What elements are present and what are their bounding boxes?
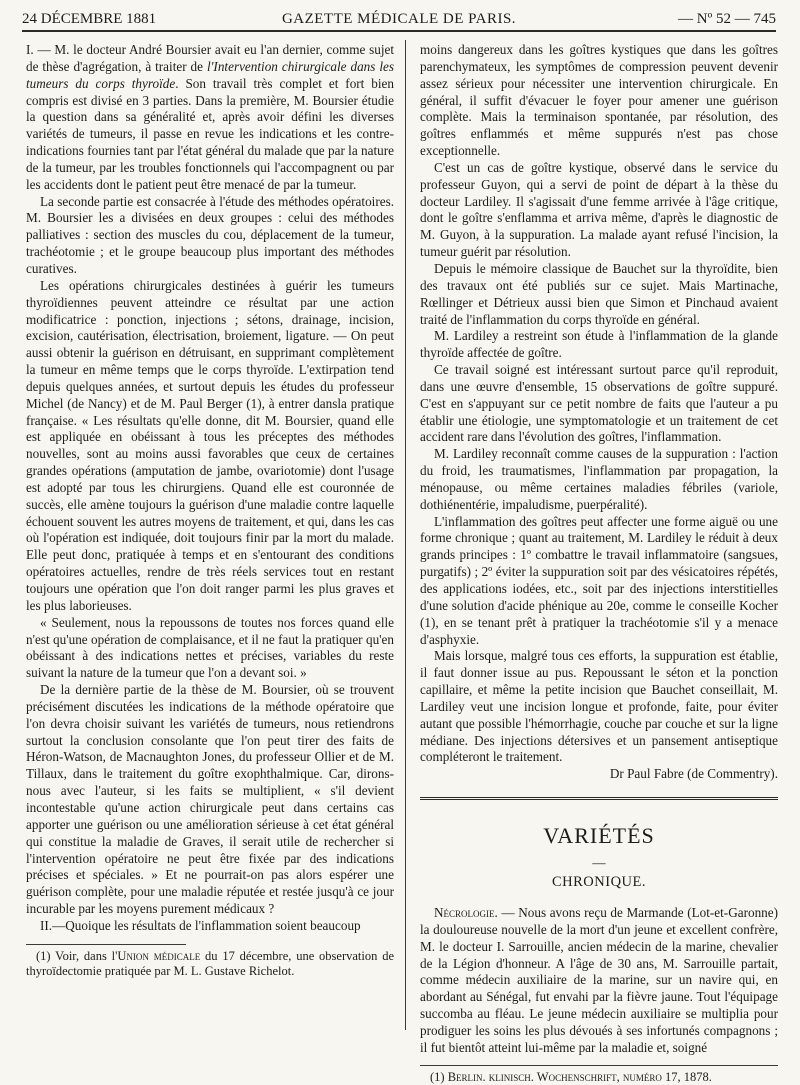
journal-title: GAZETTE MÉDICALE DE PARIS. xyxy=(281,11,517,27)
text-run: I. — M. le docteur André Boursier avait eu l'an dernier, comme sujet de thèse d'agrégation, à traiter de xyxy=(26,42,394,74)
text-run: . Son travail très complet et fort bien compris est divisé en 3 parties. Dans la première, M. Boursier étudie la question dans sa généralité et, après avoir défini les diverses variétés de tumeurs, il passe en revue les indications et les contre-indications fournies tant par l'état général du malade que par la nature de la tumeur, par les troubles fonctionnels qui l'accompagnent ou par les accidents dont le patient peut être menacé de par la tumeur. xyxy=(26,75,394,192)
paragraph: II.—Quoique les résultats de l'inflammation soient beaucoup xyxy=(40,917,361,933)
text-run: (1) Voir, dans l' xyxy=(36,948,118,963)
paragraph: M. Lardiley a restreint son étude à l'inflammation de la glande thyroïde affectée de goître. xyxy=(420,328,778,361)
footnote-rule xyxy=(420,1065,778,1066)
paragraph: moins dangereux dans les goîtres kystiques que dans les goîtres parenchymateux, les symptômes de compression peuvent devenir assez sérieux pour nécessiter une intervention chirurgicale. En général, il suffit d'évacuer le foyer pour amener une guérison complète. Mais la terminaison spontanée, par résolution, des goîtres enflammés et même suppurés n'est pas chose exceptionnelle. xyxy=(420,42,778,159)
footnote: (1) Berlin. klinisch. Wochenschrift, numéro 17, 1878. xyxy=(430,1069,712,1084)
paragraph: L'inflammation des goîtres peut affecter une forme aiguë ou une forme chronique ; quant au traitement, M. Lardiley le réduit à deux grands principes : 1º combattre le travail inflammatoire (sangsues, purgatifs) ; 2º éviter la suppuration soit par des vésicatoires répétés, des applications iodées, etc., soit par des injections interstitielles d'une solution d'acide phénique au 20e, comme le conseille Kocher (1), en se tenant prêt à pratiquer la trachéotomie s'il y a menace d'asphyxie. xyxy=(420,513,778,647)
left-column xyxy=(26,42,394,979)
footnote xyxy=(26,949,394,979)
column-divider xyxy=(405,40,406,1030)
right-column xyxy=(420,42,778,1085)
header-date: 24 DÉCEMBRE 1881 xyxy=(22,11,157,27)
paragraph xyxy=(26,42,394,194)
section-subtitle: CHRONIQUE. xyxy=(551,874,646,891)
issue-page-number: — Nº 52 — 745 xyxy=(678,11,776,27)
section-separator xyxy=(420,797,778,800)
paragraph: M. Lardiley reconnaît comme causes de la suppuration : l'action du froid, les traumatismes, l'inflammation par propagation, la ménopause, ou même certaines maladies fébriles (variole, dothiénentérie, impaludisme, puerpéralité). xyxy=(420,446,778,512)
section-dash: — xyxy=(592,855,606,871)
paragraph: C'est un cas de goître kystique, observé dans le service du professeur Guyon, qui a servi de point de départ à la thèse du docteur Lardiley. Il s'agissait d'une femme arrivée à l'âge critique, dont le goître s'enflamma et arriva même, d'après le diagnostic de M. Guyon, à la suppuration. La malade ayant refusé l'incision, la tumeur guérit par résolution. xyxy=(420,159,778,260)
page-header xyxy=(22,8,776,32)
rubric-label: Nécrologie. xyxy=(434,904,498,920)
text-run: du 17 décembre, une observation de thyroïdectomie pratiquée par M. L. Gustave Richelot. xyxy=(26,948,394,978)
journal-name: Union médicale xyxy=(117,948,201,963)
text-run: — Nous avons reçu de Marmande (Lot-et-Garonne) la douloureuse nouvelle de la mort d'un jeune et excellent confrère, M. le docteur I. Sarrouille, ancien médecin de la marine, chevalier de la Légion d'honneur. A l'âge de 30 ans, M. Sarrouille partait, comme médecin auxiliaire de la marine, sur un navire qui, en abordant au Sénégal, fut envahi par la fièvre jaune. Tout l'équipage succomba au fléau. Le jeune médecin auxiliaire se multiplia pour prodiguer les soins les plus dévoués à ses infortunés compagnons ; il fut bientôt atteint lui-même par la maladie et, soigné xyxy=(420,904,778,1055)
paragraph xyxy=(420,905,778,1057)
paragraph: « Seulement, nous la repoussons de toutes nos forces quand elle n'est qu'une opération de complaisance, et il ne faut la pratiquer qu'en obéissant à des indications nettes et précises, variables du reste suivant la nature de la tumeur que l'on a devant soi. » xyxy=(26,614,394,681)
paragraph: La seconde partie est consacrée à l'étude des méthodes opératoires. M. Boursier les a divisées en deux groupes : celui des méthodes palliatives : section des muscles du cou, déplacement de la tumeur, trachéotomie ; et le groupe beaucoup plus important des méthodes curatives. xyxy=(26,193,394,276)
paragraph: Les opérations chirurgicales destinées à guérir les tumeurs thyroïdiennes peuvent atteindre ce résultat par une action modificatrice : ponction, injections ; sétons, drainage, incision, excision, cautérisation, électrisation, broiement, ligature. — On peut aussi obtenir la guérison en détruisant, en supprimant complètement la tumeur en même temps que le corps thyroïde. L'extirpation tend depuis quelques années, et surtout depuis les études du professeur Michel (de Nancy) et de M. Paul Berger (1), à entrer dansla pratique française. « Les résultats qu'elle donne, dit M. Boursier, quand elle est appliquée en obéissant à tous les préceptes des méthodes nouvelles, sont au moins aussi favorables que ceux de certaines grandes opérations (amputation de jambe, ovariotomie) dont l'usage est adopté par tous les chirurgiens. Quand elle est couronnée de succès, elle amène toujours la guérison d'une maladie contre laquelle échouent souvent les autres moyens de traitement, et qui, dans les cas où l'opération est indiquée, doit toujours finir par la mort du malade. Elle peut donc, pratiquée à temps et en s'entourant des conditions opératoires actuelles, rendre de très réels services tout en restant toujours une opération que l'on doit ranger parmi les plus graves et les plus laborieuses. xyxy=(26,277,394,613)
paragraph: Mais lorsque, malgré tous ces efforts, la suppuration est établie, il faut donner issue au pus. Repoussant le séton et la ponction capillaire, et même la petite incision que Bauchet conseillait, M. Lardiley veut une incision longue et profonde, faite, pour éviter autant que possible l'hémorrhagie, couche par couche et sur la ligne médiane. Des injections détersives et un pansement antiseptique compléteront le traitement. xyxy=(420,648,778,765)
thesis-title: l'Intervention chirurgicale dans les tumeurs du corps thyroïde xyxy=(26,58,394,91)
paragraph: Depuis le mémoire classique de Bauchet sur la thyroïdite, bien des travaux ont été publiés sur ce sujet. Mais Martinache, Rœllinger et Détrieux aussi bien que Simon et Pinchaud avaient traité de l'inflammation du corps thyroïde en général. xyxy=(420,260,778,327)
footnote-rule xyxy=(26,944,186,945)
paragraph: Ce travail soigné est intéressant surtout parce qu'il reproduit, dans une œuvre d'ensemble, 15 observations de goître suppuré. C'est en s'appuyant sur ce petit nombre de faits que l'auteur a pu établir une étiologie, une symptomatologie et un traitement de cet accident rare dans l'évolution des goîtres, l'inflammation. xyxy=(420,362,778,445)
paragraph: De la dernière partie de la thèse de M. Boursier, où se trouvent précisément discutées les indications de la méthode opératoire que l'on devra choisir suivant les variétés de tumeurs, nous retiendrons surtout la conclusion consolante que l'on peut tirer des faits de Héron-Watson, de Macnaughton Jones, du professeur Ollier et de M. Tillaux, dans le traitement du goître exophthalmique. Car, dirons-nous avec l'auteur, si les faits se multiplient, « s'il devient incontestable qu'une action chirurgicale peut dans certains cas apporter une guérison ou une amélioration sérieuse à cet état général qui constitue la maladie de Graves, il serait utile de rechercher si l'intervention opératoire ne peut être fixée par des indications précises et spéciales. » Et ne pourrait-on pas alors espérer une guérison complète, pour une maladie réputée et restée jusqu'à ce jour incurable par les moyens purement médicaux ? xyxy=(26,682,394,917)
author-signature: Dr Paul Fabre (de Commentry). xyxy=(609,766,778,782)
section-title: VARIÉTÉS xyxy=(543,823,655,849)
